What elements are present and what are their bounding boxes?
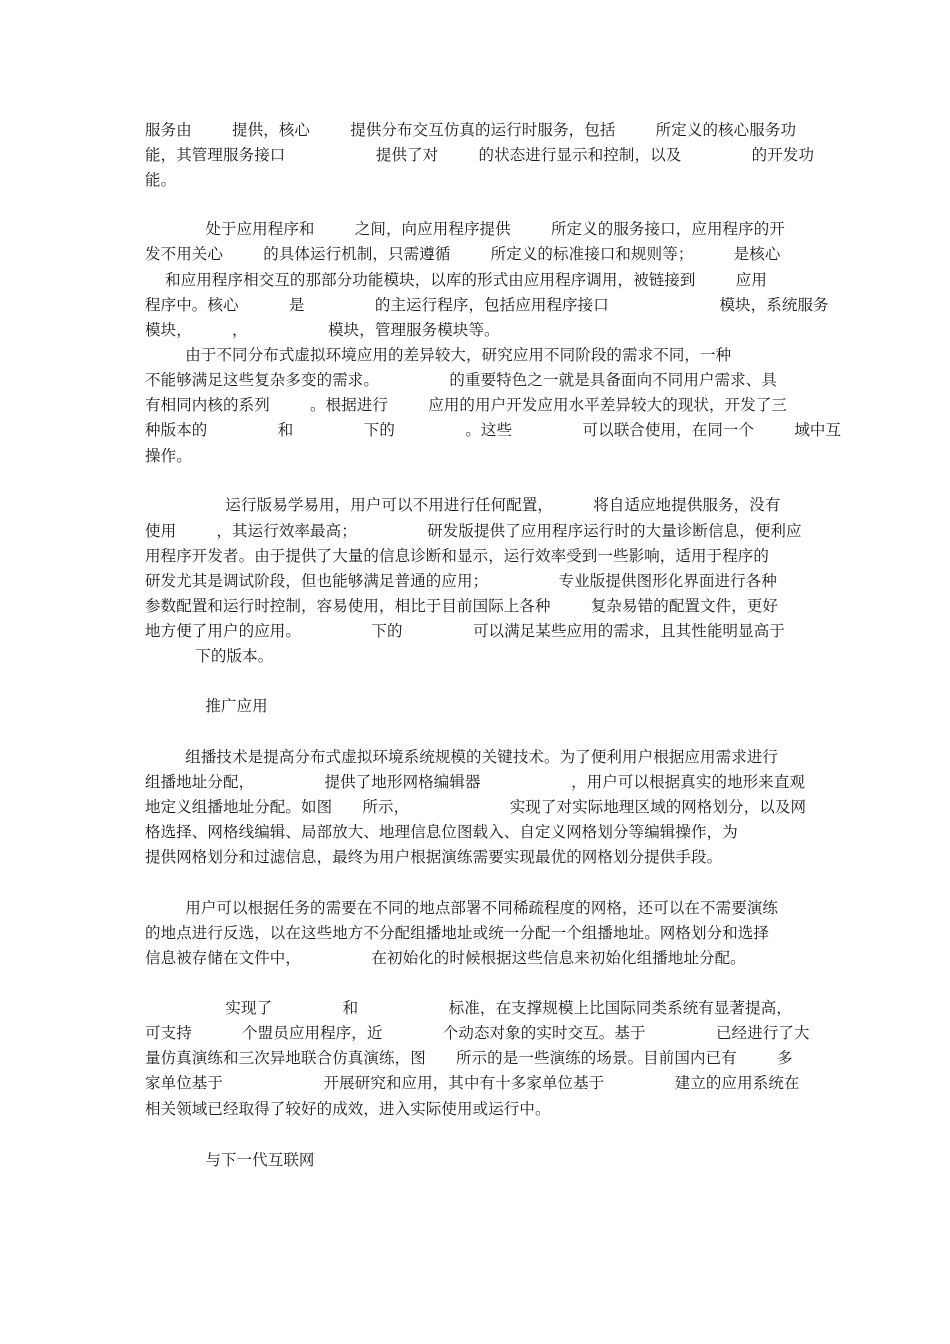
para7-line1: 实现了 和 标准，在支撑规模上比国际同类系统有显著提高， (145, 999, 792, 1017)
para4-line2: 使用 ，其运行效率最高； 研发版提供了应用程序运行时的大量诊断信息，便利应 (145, 522, 802, 540)
para3-line2: 不能够满足这些复杂多变的需求。 的重要特色之一就是具备面向不同用户需求、具 (145, 371, 777, 389)
para2-line1: 处于应用程序和 之间，向应用程序提供 所定义的服务接口，应用程序的开 (145, 220, 785, 238)
para4-line7: 下的版本。 (145, 647, 274, 665)
para7-line2: 可支持 个盟员应用程序，近 个动态对象的实时交互。基于 已经进行了大 (145, 1024, 810, 1042)
para2-line4: 程序中。核心 是 的主运行程序，包括应用程序接口 模块，系统服务 (145, 296, 829, 314)
para4-line3: 用程序开发者。由于提供了大量的信息诊断和显示，运行效率受到一些影响，适用于程序的 (145, 547, 770, 565)
para4-line1: 运行版易学易用，用户可以不用进行任何配置， 将自适应地提供服务，没有 (145, 496, 781, 514)
para2-line2: 发不用关心 的具体运行机制，只需遵循 所定义的标准接口和规则等； 是核心 (145, 245, 781, 263)
para5-line1: 组播技术是提高分布式虚拟环境系统规模的关键技术。为了便利用户根据应用需求进行 (145, 748, 779, 766)
para4-line5: 参数配置和运行时控制，容易使用，相比于目前国际上各种 复杂易错的配置文件，更好 (145, 597, 779, 615)
para1-line3: 能。 (145, 171, 177, 189)
para6-line3: 信息被存储在文件中， 在初始化的时候根据这些信息来初始化组播地址分配。 (145, 949, 746, 967)
section-heading-next-gen-internet: 与下一代互联网 (145, 1151, 315, 1169)
para3-line1: 由于不同分布式虚拟环境应用的差异较大，研究应用不同阶段的需求不同，一种 (145, 346, 732, 364)
para7-line3: 量仿真演练和三次异地联合仿真演练，图 所示的是一些演练的场景。目前国内已有 多 (145, 1049, 793, 1067)
para2-line5: 模块， ， 模块，管理服务模块等。 (145, 321, 500, 339)
para3-line4: 种版本的 和 下的 。这些 可以联合使用，在同一个 域中互 (145, 421, 842, 439)
para4-line6: 地方便了用户的应用。 下的 可以满足某些应用的需求，且其性能明显高于 (145, 622, 785, 640)
para1-line2: 能，其管理服务接口 提供了对 的状态进行显示和控制，以及 的开发功 (145, 146, 815, 164)
para6-line1: 用户可以根据任务的需要在不同的地点部署不同稀疏程度的网格，还可以在不需要演练 (145, 899, 779, 917)
para6-line2: 的地点进行反选，以在这些地方不分配组播地址或统一分配一个组播地址。网格划分和选择 (145, 924, 770, 942)
para7-line4: 家单位基于 开展研究和应用，其中有十多家单位基于 建立的应用系统在 (145, 1074, 800, 1092)
para5-line5: 提供网格划分和过滤信息，最终为用户根据演练需要实现最优的网格划分提供手段。 (145, 848, 723, 866)
section-heading-promotion: 推广应用 (145, 697, 268, 715)
para5-line2: 组播地址分配， 提供了地形网格编辑器 ，用户可以根据真实的地形来直观 (145, 773, 806, 791)
para2-line3: 和应用程序相交互的那部分功能模块，以库的形式由应用程序调用，被链接到 应用 (145, 271, 767, 289)
para5-line3: 地定义组播地址分配。如图 所示， 实现了对实际地理区域的网格划分，以及网 (145, 798, 807, 816)
para7-line5: 相关领域已经取得了较好的成效，进入实际使用或运行中。 (145, 1100, 551, 1118)
para3-line3: 有相同内核的系列 。根据进行 应用的用户开发应用水平差异较大的现状，开发了三 (145, 396, 788, 414)
para4-line4: 研发尤其是调试阶段，但也能够满足普通的应用； 专业版提供图形化界面进行各种 (145, 572, 777, 590)
para3-line5: 操作。 (145, 447, 192, 465)
para5-line4: 格选择、网格线编辑、局部放大、地理信息位图载入、自定义网格划分等编辑操作，为 (145, 823, 738, 841)
para1-line1: 服务由 提供，核心 提供分布交互仿真的运行时服务，包括 所定义的核心服务功 (145, 121, 797, 139)
